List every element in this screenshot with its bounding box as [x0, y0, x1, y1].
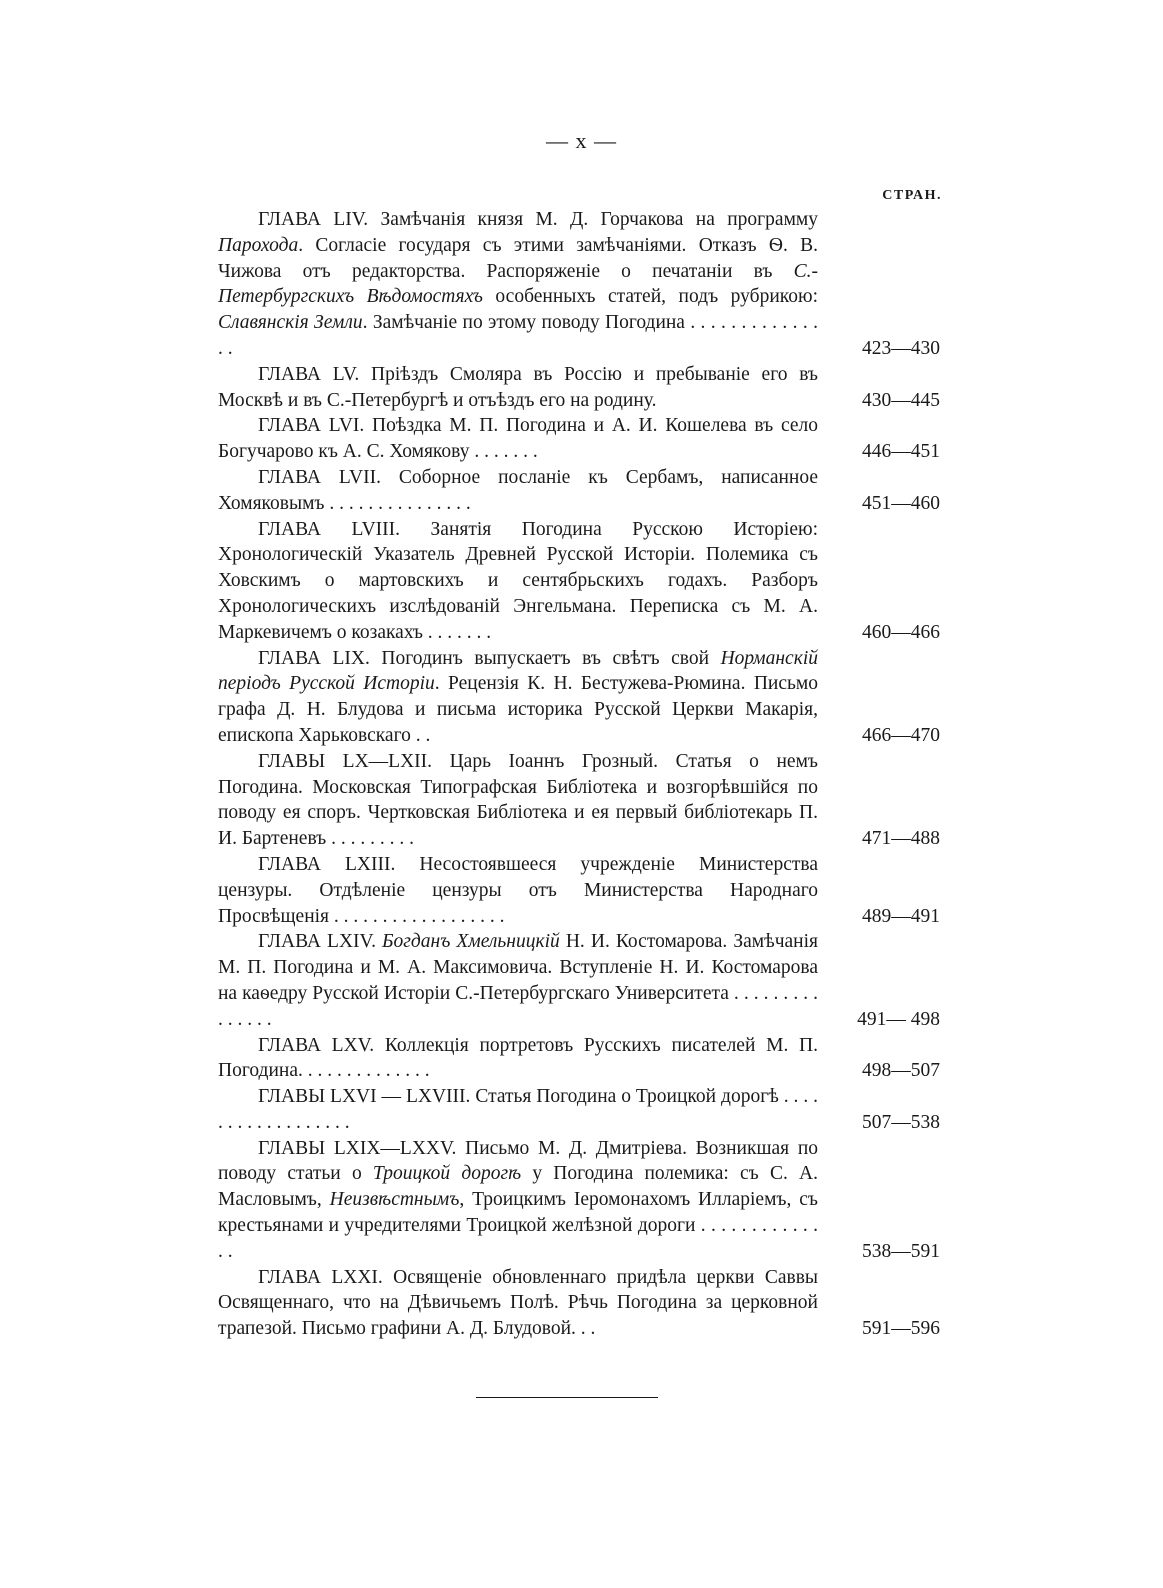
toc-entry-pages: 430—445 [862, 389, 940, 411]
toc-entry [218, 749, 940, 852]
toc-entry [218, 1265, 940, 1342]
toc-entry-pages: 460—466 [862, 621, 940, 643]
toc-entry-text: ГЛАВА LVII. Соборное посланіе къ Сербамъ, написанное Хомяковымъ . . . . . . . . . . . . . . . [218, 466, 818, 514]
toc-entry-text: ГЛАВЫ LX—LXII. Царь Іоаннъ Грозный. Статья о немъ Погодина. Московская Типографская Библіотека и возгорѣвшійся по поводу ея споръ. Чертковская Библіотека и ея первый библіотекарь П. И. Бартеневъ . . . . . . . . . [218, 750, 818, 850]
toc-entry [218, 1033, 940, 1085]
toc-entry-text: ГЛАВА LXIV. Богданъ Хмельницкій Н. И. Костомарова. Замѣчанія М. П. Погодина и М. А. Максимовича. Вступленіе Н. И. Костомарова на каѳедру Русской Исторіи С.-Петербургскаго Университета . . . . . . . . . . . . . . . [218, 931, 819, 1030]
page-column-heading: СТРАН. [882, 188, 942, 203]
toc-entry-pages: 466—470 [862, 724, 940, 746]
toc-entry-text: ГЛАВА LXXI. Освященіе обновленнаго придѣла церкви Саввы Освященнаго, что на Дѣвичьемъ Полѣ. Рѣчь Погодина за церковной трапезой. Письмо графини А. Д. Блудовой. . . [218, 1266, 818, 1340]
toc-entry-text: ГЛАВА LVIII. Занятія Погодина Русскою Исторіею: Хронологическій Указатель Древней Русской Исторіи. Полемика съ Ховскимъ о мартовскихъ и сентябрьскихъ годахъ. Разборъ Хронологическихъ изслѣдованій Энгельмана. Переписка съ М. А. Маркевичемъ о козакахъ . . . . . . . [218, 518, 818, 643]
toc-entry-pages: 489—491 [862, 905, 940, 927]
toc-entry [218, 465, 940, 517]
toc-entry-pages: 507—538 [862, 1111, 940, 1133]
toc-entry-pages: 446—451 [862, 441, 940, 463]
toc-entry-text: ГЛАВА LV. Пріѣздъ Смоляра въ Россію и пребываніе его въ Москвѣ и въ С.-Петербургѣ и отъѣздъ его на родину. [218, 363, 818, 411]
toc-entry [218, 646, 940, 749]
toc-entry-pages: 491— 498 [857, 1008, 940, 1030]
toc-entry [218, 1084, 940, 1136]
toc-entry [218, 362, 940, 414]
toc-entry [218, 929, 940, 1032]
toc-entry-pages: 591—596 [862, 1318, 940, 1340]
toc-entry-pages: 451—460 [862, 492, 940, 514]
toc-entry-text: ГЛАВЫ LXVI — LXVIII. Статья Погодина о Троицкой дорогѣ . . . . . . . . . . . . . . . . . . [218, 1086, 818, 1133]
toc-entry [218, 852, 940, 929]
page-number: — x — [546, 128, 617, 153]
toc-entry [218, 413, 940, 465]
toc-entry-text: ГЛАВА LIV. Замѣчанія князя М. Д. Горчакова на программу Парохода. Согласіе государя съ этими замѣчаніями. Отказъ Ѳ. В. Чижова отъ редакторства. Распоряженіе о печатаніи въ С.-Петербургскихъ Вѣдомостяхъ особенныхъ статей, подъ рубрикою: Славянскія Земли. Замѣчаніе по этому поводу Погодина . . . . . . . . . . . . . . . [218, 209, 818, 359]
toc-entry-pages: 498—507 [862, 1060, 940, 1082]
toc-entry [218, 517, 940, 646]
toc-entry-pages: 538—591 [862, 1240, 940, 1262]
toc-entry-text: ГЛАВЫ LXIX—LXXV. Письмо М. Д. Дмитріева. Возникшая по поводу статьи о Троицкой дорогѣ у Погодина полемика: съ С. А. Масловымъ, Неизвѣстнымъ, Троицкимъ Іеромонахомъ Илларіемъ, съ крестьянами и учредителями Троицкой желѣзной дороги . . . . . . . . . . . . . . [218, 1137, 819, 1262]
table-of-contents [218, 207, 940, 1342]
closing-rule [476, 1397, 658, 1398]
toc-entry-pages: 423—430 [862, 337, 940, 359]
toc-entry [218, 1136, 940, 1265]
toc-entry-text: ГЛАВА LXIII. Несостоявшееся учрежденіе Министерства цензуры. Отдѣленіе цензуры отъ Министерства Народнаго Просвѣщенія . . . . . . . . . . . . . . . . . . [218, 853, 818, 927]
toc-entry [218, 207, 940, 362]
toc-entry-text: ГЛАВА LVI. Поѣздка М. П. Погодина и А. И. Кошелева въ село Богучарово къ А. С. Хомякову . . . . . . . [218, 415, 818, 463]
toc-entry-text: ГЛАВА LIX. Погодинъ выпускаетъ въ свѣтъ свой Норманскій періодъ Русской Исторіи. Рецензія К. Н. Бестужева-Рюмина. Письмо графа Д. Н. Блудова и письма историка Русской Церкви Макарія, епископа Харьковскаго . . [218, 647, 818, 746]
toc-entry-text: ГЛАВА LXV. Коллекція портретовъ Русскихъ писателей М. П. Погодина. . . . . . . . . . . . . . [218, 1034, 818, 1082]
toc-entry-pages: 471—488 [862, 828, 940, 850]
